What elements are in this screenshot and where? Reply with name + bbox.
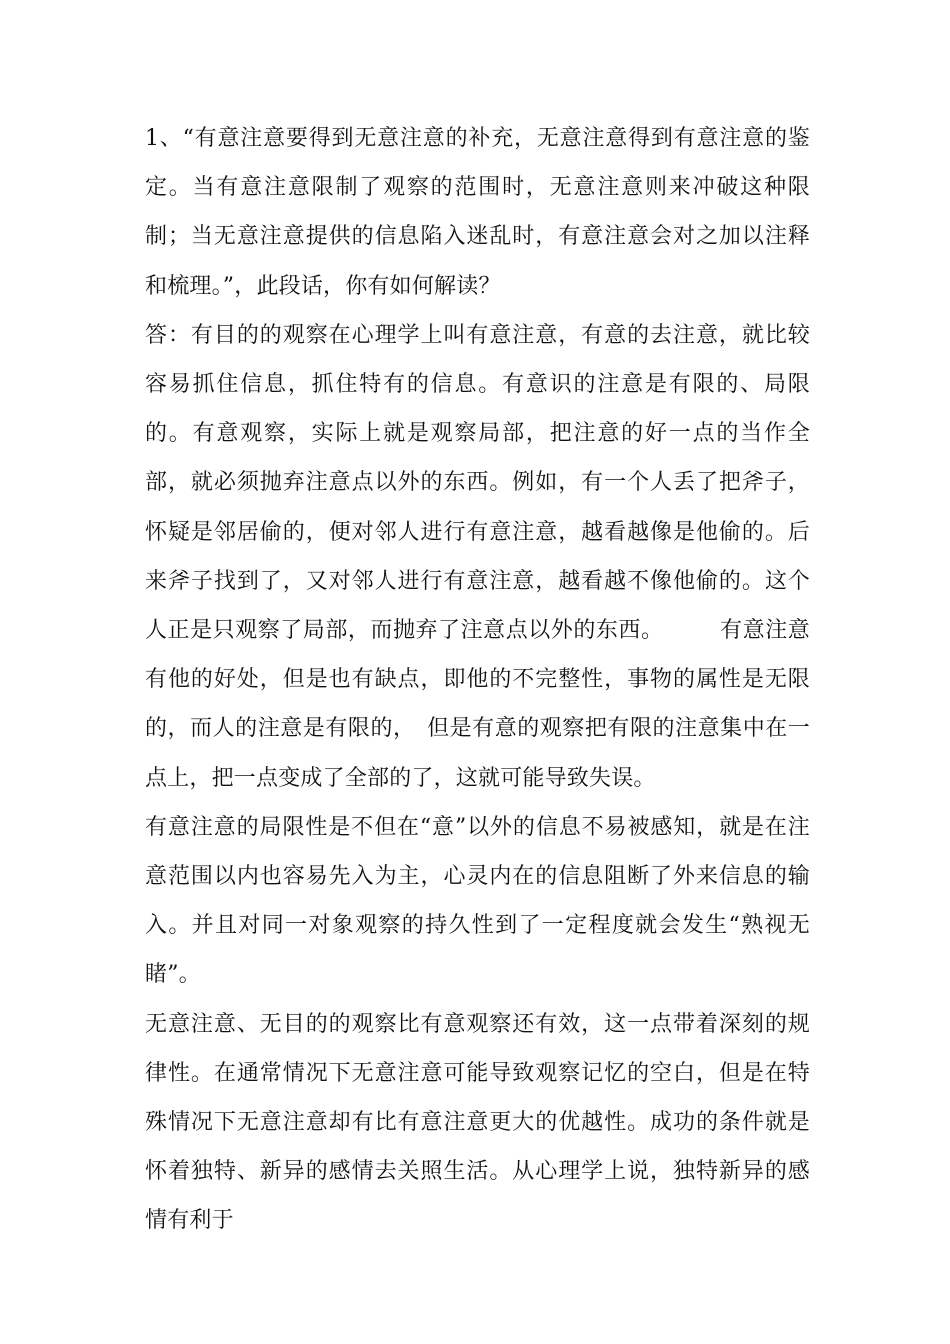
document-body bbox=[145, 114, 810, 1246]
question-paragraph: 1、“有意注意要得到无意注意的补充，无意注意得到有意注意的鉴定。当有意注意限制了观察的范围时，无意注意则来冲破这种限制；当无意注意提供的信息陷入迷乱时，有意注意会对之加以注释和梳理。”，此段话，你有如何解读？ bbox=[145, 126, 810, 299]
unintentional-attention-paragraph: 无意注意、无目的的观察比有意观察还有效，这一点带着深刻的规律性。在通常情况下无意注意可能导致观察记忆的空白，但是在特殊情况下无意注意却有比有意注意更大的优越性。成功的条件就是怀着独特、新异的感情去关照生活。从心理学上说，独特新异的感情有利于 bbox=[145, 1011, 810, 1234]
limitation-paragraph: 有意注意的局限性是不但在“意”以外的信息不易被感知，就是在注意范围以内也容易先入为主，心灵内在的信息阻断了外来信息的输入。并且对同一对象观察的持久性到了一定程度就会发生“熟视无睹”。 bbox=[145, 814, 810, 988]
answer-paragraph: 答：有目的的观察在心理学上叫有意注意，有意的去注意，就比较容易抓住信息，抓住特有的信息。有意识的注意是有限的、局限的。有意观察，实际上就是观察局部，把注意的好一点的当作全部，就必须抛弃注意点以外的东西。例如，有一个人丢了把斧子，怀疑是邻居偷的，便对邻人进行有意注意，越看越像是他偷的。后来斧子找到了，又对邻人进行有意注意，越看越不像他偷的。这个人正是只观察了局部，而抛弃了注意点以外的东西。 有意注意有他的好处，但是也有缺点，即他的不完整性，事物的属性是无限的，而人的注意是有限的， 但是有意的观察把有限的注意集中在一点上，把一点变成了全部的了，这就可能导致失误。 bbox=[145, 322, 810, 791]
